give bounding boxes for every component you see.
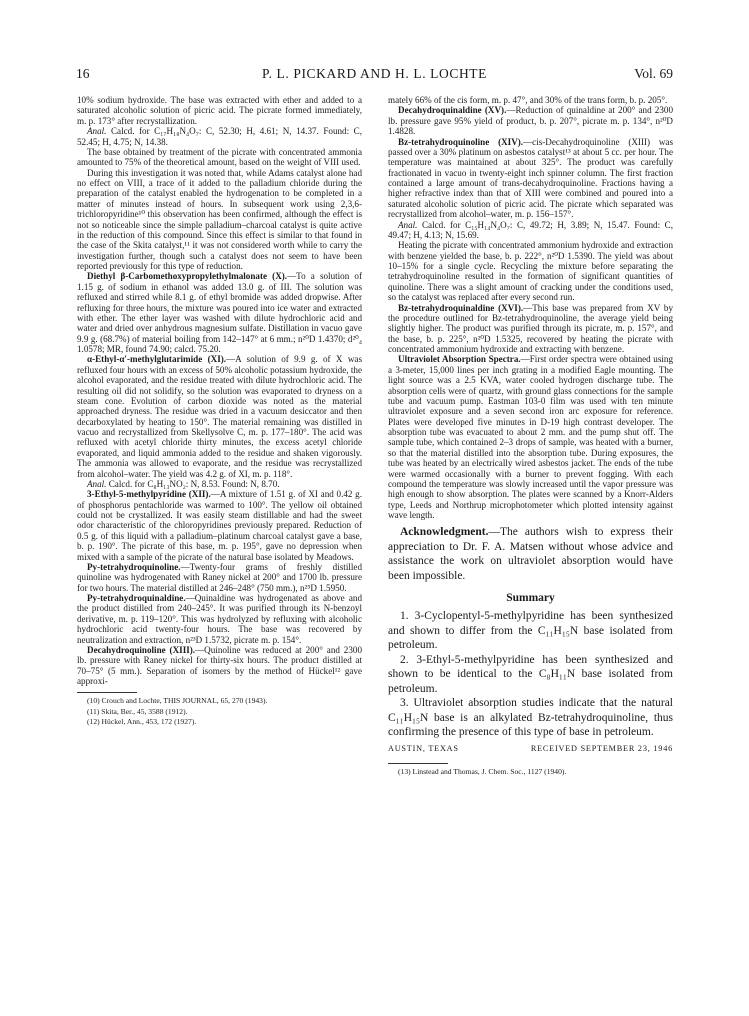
analysis-label: Anal. bbox=[87, 478, 107, 489]
paragraph-text: Calcd. for C₁₅H₁₄N₄O₇: C, 49.72; H, 3.89; N, 15.47. Found: C, 49.47; H, 4.13; N, 15.69. bbox=[388, 219, 673, 240]
section-heading: 3-Ethyl-5-methylpyridine (XII). bbox=[87, 489, 211, 500]
paragraph-text: —Twenty-four grams of freshly distilled quinoline was hydrogenated with Raney nickel at 200° and 1700 lb. pressure for two hours. The material distilled at 246–248° (750 mm.), n²⁵D 1.5950. bbox=[77, 561, 362, 593]
paragraph bbox=[77, 645, 362, 687]
footnote: (10) Crouch and Lochte, THIS JOURNAL, 65, 270 (1943). bbox=[87, 696, 268, 706]
paragraph bbox=[77, 489, 362, 562]
paragraph-text: —Quinaldine was hydrogenated as above and the product distilled from 240–245°. It was purified through its N-benzoyl derivative, m. p. 119–120°. This was hydrolyzed by refluxing with alcoholic hydrochloric acid twenty-four hours. The base was recovered by neutralization and extraction, n²³D 1.5732, picrate m. p. 154°. bbox=[77, 593, 362, 645]
section-heading: Diethyl β-Carbomethoxypropylethylmalonate (X). bbox=[87, 271, 288, 282]
footnote-rule bbox=[77, 692, 137, 693]
running-head-authors: P. L. PICKARD AND H. L. LOCHTE bbox=[261, 66, 487, 81]
paragraph-text: Heating the picrate with concentrated ammonium hydroxide and extraction with benzene yielded the base, b. p. 222°, n²⁰D 1.5390. The yield was about 10–15% for a single cycle. Recycling the mixture before separating the tetrahydroquinoline resulted in the formation of significant quantities of quinoline. There was a slight amount of cracking under the conditions used, so the catalyst was replaced after every second run. bbox=[388, 240, 673, 303]
running-header bbox=[76, 66, 673, 84]
section-heading: Py-tetrahydroquinoline. bbox=[87, 561, 181, 572]
section-heading: α-Ethyl-α′-methylglutarimide (XI). bbox=[87, 354, 227, 365]
paragraph bbox=[77, 562, 362, 593]
analysis-label: Anal. bbox=[398, 219, 418, 230]
paragraph bbox=[77, 168, 362, 272]
footnote-rule bbox=[388, 763, 448, 764]
paragraph-text: During this investigation it was noted that, while Adams catalyst alone had no effect on VIII, a trace of it added to the palladium chloride during the preparation of the catalyst enabled the hydrogenation to be completed in a matter of minutes instead of hours. In subsequent work using 2,3,6-trichloropyridine¹⁰ this observation has been confirmed, although the effect is not so noticeable since the simple palladium–charcoal catalyst is quite active in the reduction of this compound. Since this effect is similar to that found in the case of the Skita catalyst,¹¹ it was not considered worth while to carry the investigation further, though such a catalyst does not seem to have been reported previously for this type of reduction. bbox=[77, 167, 362, 271]
paragraph-text: —cis-Decahydroquinoline (XIII) was passed over a 30% platinum on asbestos catalyst¹³ at about 5 cc. per hour. The temperature was maintained at about 325°. The product was carefully fractionated in vacuo in twenty-eight inch spinner column. The first fraction contained a large amount of trans-decahydroquinoline. Fractions having a higher refractive index than that of XIII were combined and poured into a saturated alcoholic solution of picric acid. The picrate which separated was recrystallized from alcohol–water, m. p. 156–157°. bbox=[388, 136, 673, 220]
signature-city: AUSTIN, TEXAS bbox=[388, 743, 459, 753]
volume-label: Vol. 69 bbox=[634, 66, 673, 81]
section-heading: Decahydroquinaldine (XV). bbox=[398, 105, 507, 116]
right-footnotes bbox=[388, 767, 673, 777]
paragraph-text: —Reduction of quinaldine at 200° and 2300 lb. pressure gave 95% yield of product, b. p. 207°, picrate m. p. 134°, n²⁰D 1.4828. bbox=[388, 105, 673, 137]
footnote: (11) Skita, Ber., 45, 3588 (1912). bbox=[87, 706, 188, 716]
paragraph-text: Calcd. for C₁₇H₁₈N₄O₇: C, 52.30; H, 4.61; N, 14.37. Found: C, 52.45; H, 4.75; N, 14.38. bbox=[77, 126, 362, 147]
paragraph bbox=[77, 479, 362, 489]
paragraph bbox=[388, 220, 673, 241]
paragraph-text: 10% sodium hydroxide. The base was extracted with ether and added to a saturated alcoholic solution of picric acid. The picrate formed immediately, m. p. 173° after recrystallization. bbox=[77, 95, 362, 126]
paragraph bbox=[77, 126, 362, 147]
analysis-label: Anal. bbox=[87, 126, 107, 137]
received-date: RECEIVED SEPTEMBER 23, 1946 bbox=[530, 743, 673, 753]
paragraph bbox=[388, 240, 673, 302]
paragraph bbox=[388, 105, 673, 136]
summary-list bbox=[388, 609, 673, 740]
paragraph bbox=[77, 271, 362, 354]
signature-line bbox=[388, 744, 673, 757]
paragraph-text: Calcd. for C₈H₁₃NO₂: N, 8.53. Found: N, 8.70. bbox=[106, 478, 280, 489]
paragraph bbox=[77, 354, 362, 479]
acknowledgment-text: —The authors wish to express their appreciation to Dr. F. A. Matsen without whose advice and assistance the work on ultraviolet absorption would have been impossible. bbox=[388, 526, 673, 582]
summary-heading: Summary bbox=[506, 592, 555, 605]
paragraph bbox=[77, 147, 362, 168]
paragraph-text: —To a solution of 1.15 g. of sodium in ethanol was added 13.0 g. of III. The solution was refluxed and stirred while 8.1 g. of ethyl bromide was added dropwise. After refluxing for three hours, the mixture was poured into ice water and extracted with ether. The ether layer was washed with dilute hydrochloric acid and water and dried over anhydrous magnesium sulfate. Distillation in vacuo gave 9.9 g. (68.7%) of material boiling from 142–147° at 6 mm.; n²⁰D 1.4370; d²⁰₄ 1.0578; MR, found 74.90; calcd. 75.20. bbox=[77, 271, 362, 354]
section-heading: Bz-tetrahydroquinoline (XIV). bbox=[398, 136, 524, 147]
paragraph-text: —First order spectra were obtained using a 3-meter, 15,000 lines per inch grating in a modified Eagle mounting. The light source was a 2.5 KVA, water cooled hydrogen discharge tube. The absorption cells were of quartz, with ground glass connections for the sample tube and vacuum pump. Eastman 103-0 film was used with ten minute ultraviolet exposure and a seven second iron arc exposure for reference. Plates were developed five minutes in D-19 high contrast developer. The absorption tube was evacuated to about 2 mm. and the pump shut off. The sample tube, which contained 2–3 drops of sample, was heated with a burner, so that the material distilled into the absorption tube. During exposures, the tube was heated by an electrically wired asbestos jacket. The ends of the tube were warmed occasionally with a burner to prevent fogging. With each compound the temperature was slowly increased until the vapor pressure was high enough to show absorption. The plates were scanned by a Knorr-Alders type, Leeds and Northrup microphotometer which plotted intensity against wave length. bbox=[388, 354, 673, 520]
paragraph bbox=[77, 95, 362, 126]
footnote: (12) Hückel, Ann., 453, 172 (1927). bbox=[87, 717, 197, 727]
right-column-body bbox=[388, 95, 673, 520]
paragraph-text: mately 66% of the cis form, m. p. 47°, and 30% of the trans form, b. p. 205°. bbox=[388, 95, 668, 105]
summary-item: 3. Ultraviolet absorption studies indicate that the natural C₁₁H₁₅N base is an alkylated Bz-tetrahydroquinoline, thus confirming the presence of this type of base in petroleum. bbox=[388, 697, 673, 739]
acknowledgment-paragraph bbox=[388, 525, 673, 583]
left-column-body bbox=[77, 95, 362, 686]
paragraph-text: —This base was prepared from XV by the procedure outlined for Bz-tetrahydroquinoline, the average yield being slightly higher. The product was purified through its picrate, m. p. 157°, and the base, b. p. 225°, n²⁰D 1.5325, recovered by heating the picrate with concentrated ammonium hydroxide and extracting with benzene. bbox=[388, 302, 673, 354]
right-column bbox=[388, 95, 673, 777]
section-heading: Ultraviolet Absorption Spectra. bbox=[398, 354, 521, 365]
left-column bbox=[77, 95, 362, 728]
section-heading: Bz-tetrahydroquinaldine (XVI). bbox=[398, 302, 524, 313]
acknowledgment-heading: Acknowledgment. bbox=[400, 526, 489, 539]
footnote: (13) Linstead and Thomas, J. Chem. Soc., 1127 (1940). bbox=[398, 766, 567, 776]
summary-item: 2. 3-Ethyl-5-methylpyridine has been synthesized and shown to be identical to the C₈H₁₁N base isolated from petroleum. bbox=[388, 653, 673, 695]
paragraph bbox=[388, 137, 673, 220]
paragraph-text: The base obtained by treatment of the picrate with concentrated ammonia amounted to 75% of the theoretical amount, based on the weight of VIII used. bbox=[77, 146, 362, 168]
left-footnotes bbox=[77, 696, 362, 727]
paragraph-text: —A solution of 9.9 g. of X was refluxed four hours with an excess of 50% alcoholic potassium hydroxide, the alcohol evaporated, and the residue treated with dilute hydrochloric acid. The resulting oil did not solidify, so the solution was evaporated to dryness on a steam cone. Evolution of carbon dioxide was noted as the material approached dryness. The residue was dried in a vacuum desiccator and then decarboxylated by heating to 150°. The material remaining was distilled in vacuo and recrystallized from Skellysolve C, m. p. 177–180°. The acid was refluxed with acetyl chloride thirty minutes, the excess acetyl chloride evaporated, and liquid ammonia added to the residue and shaken vigorously. The ammonia was allowed to evaporate, and the residue was recrystallized from alcohol–water. The yield was 4.2 g. of XI, m. p. 118°. bbox=[77, 354, 362, 479]
summary-item: 1. 3-Cyclopentyl-5-methylpyridine has been synthesized and shown to differ from the C₁₁H₁₅N base isolated from petroleum. bbox=[388, 610, 673, 652]
paragraph bbox=[388, 354, 673, 520]
paragraph-text: —Quinoline was reduced at 200° and 2300 lb. pressure with Raney nickel for thirty-six hours. The product distilled at 70–75° (5 mm.). Separation of isomers by the method of Hückel¹² gave approxi- bbox=[77, 644, 362, 686]
paragraph bbox=[388, 303, 673, 355]
paragraph bbox=[388, 95, 673, 105]
page-number: 16 bbox=[76, 66, 90, 81]
paragraph bbox=[77, 593, 362, 645]
paragraph-text: —A mixture of 1.51 g. of XI and 0.42 g. of phosphorus pentachloride was warmed to 100°. The yellow oil obtained could not be crystallized. It was easily steam distillable and had the sweet odor characteristic of the chloropyridines previously prepared. Reduction of 0.5 g. of this liquid with a palladium–platinum charcoal catalyst gave a base, b. p. 190°. The picrate of this base, m. p. 195°, gave no depression when mixed with a sample of the picrate of the natural base isolated by Meadows. bbox=[77, 489, 362, 562]
section-heading: Py-tetrahydroquinaldine. bbox=[87, 593, 186, 603]
section-heading: Decahydroquinoline (XIII). bbox=[87, 644, 196, 655]
